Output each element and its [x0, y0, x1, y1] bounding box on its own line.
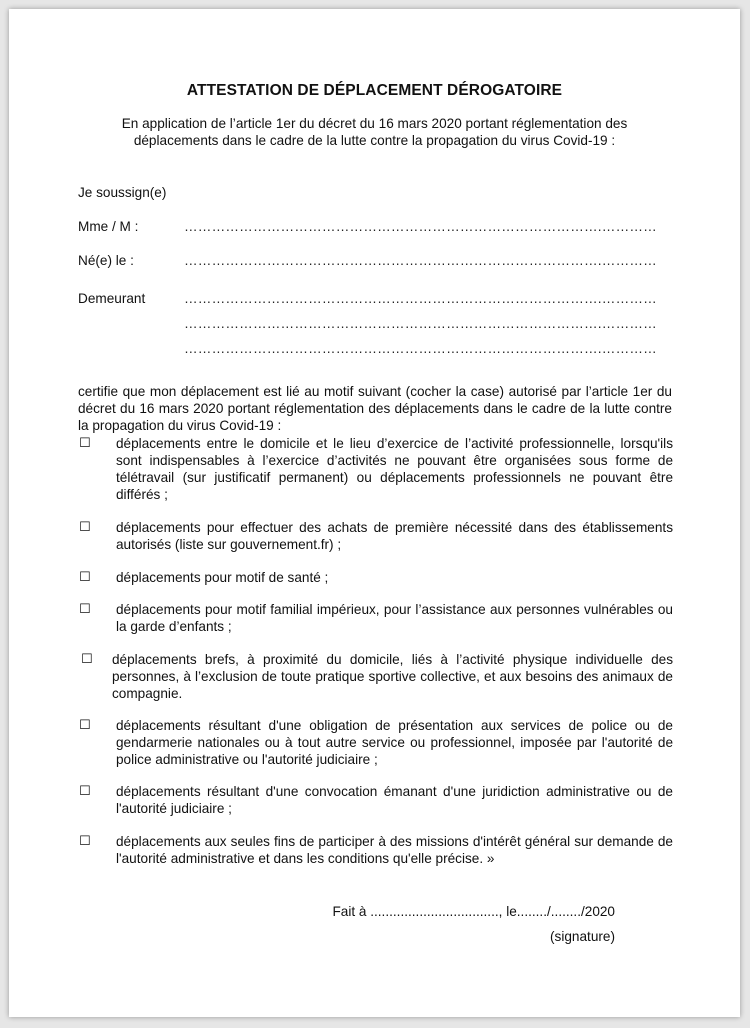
intro-line-1: En application de l’article 1er du décret du 16 mars 2020 portant réglementation des	[121, 116, 628, 131]
address-label: Demeurant	[78, 291, 146, 306]
checkbox-icon[interactable]: ☐	[79, 834, 91, 849]
checkbox-icon[interactable]: ☐	[79, 436, 91, 451]
option-work	[79, 435, 673, 503]
option-text: déplacements entre le domicile et le lieu d’exercice de l’activité professionnelle, lorsqu'ils sont indispensables à l’exercice d’activités ne pouvant être organisées sous forme de télétravail (sur justificatif permanent) ou déplacements professionnels ne pouvant être différés ;	[116, 436, 673, 502]
option-text: déplacements pour motif familial impérieux, pour l’assistance aux personnes vulnérables ou la garde d’enfants ;	[116, 602, 673, 634]
document-title: ATTESTATION DE DÉPLACEMENT DÉROGATOIRE	[186, 82, 563, 99]
name-label: Mme / M :	[78, 219, 139, 234]
option-exercise	[79, 651, 673, 702]
option-convocation	[79, 783, 673, 817]
option-text: déplacements aux seules fins de participer à des missions d'intérêt général sur demande de l'autorité administrative et dans les conditions qu'elle précise. »	[116, 834, 673, 866]
option-police	[79, 717, 673, 768]
option-general-interest	[79, 833, 673, 867]
certification-paragraph: certifie que mon déplacement est lié au motif suivant (cocher la case) autorisé par l’article 1er du décret du 16 mars 2020 portant réglementation des déplacements dans le cadre de la lutte contre la propagation du virus Covid-19 :	[78, 384, 672, 433]
birthdate-label: Né(e) le :	[78, 253, 134, 268]
checkbox-icon[interactable]: ☐	[81, 652, 93, 667]
option-text: déplacements brefs, à proximité du domicile, liés à l’activité physique individuelle des personnes, à l’exclusion de toute pratique sportive collective, et aux besoins des animaux de compagnie.	[112, 652, 673, 701]
option-family	[79, 601, 673, 635]
checkbox-icon[interactable]: ☐	[79, 520, 91, 535]
option-text: déplacements résultant d'une obligation de présentation aux services de police ou de gendarmerie nationales ou à tout autre service ou professionnel, imposée par l'autorité de police administrative ou l'autorité judiciaire ;	[116, 718, 673, 767]
option-health	[79, 569, 673, 586]
checkbox-icon[interactable]: ☐	[79, 718, 91, 733]
address-field-line-3[interactable]: ……………………………………………………………………………….…………	[184, 341, 657, 356]
checkbox-icon[interactable]: ☐	[79, 570, 91, 585]
intro-line-2: déplacements dans le cadre de la lutte contre la propagation du virus Covid-19 :	[133, 133, 616, 148]
checkbox-icon[interactable]: ☐	[79, 602, 91, 617]
name-field[interactable]: ……………………………………………………………………………….…………	[184, 219, 657, 234]
place-date-line[interactable]: Fait à .................................., le......../......../2020	[332, 904, 615, 919]
option-text: déplacements pour motif de santé ;	[116, 570, 329, 585]
option-text: déplacements pour effectuer des achats de première nécessité dans des établissements autorisés (liste sur gouvernement.fr) ;	[116, 520, 673, 552]
address-field-line-2[interactable]: ……………………………………………………………………………….…………	[184, 316, 657, 331]
intro-paragraph	[69, 115, 680, 149]
signature-label: (signature)	[550, 929, 615, 944]
checkbox-icon[interactable]: ☐	[79, 784, 91, 799]
document-page	[9, 9, 740, 1017]
option-shopping	[79, 519, 673, 553]
soussigne-label: Je soussign(e)	[78, 185, 167, 200]
birthdate-field[interactable]: ……………………………………………………………………………….…………	[184, 253, 657, 268]
option-text: déplacements résultant d'une convocation émanant d'une juridiction administrative ou de l'autorité judiciaire ;	[116, 784, 673, 816]
address-field-line-1[interactable]: ……………………………………………………………………………….…………	[184, 291, 657, 306]
